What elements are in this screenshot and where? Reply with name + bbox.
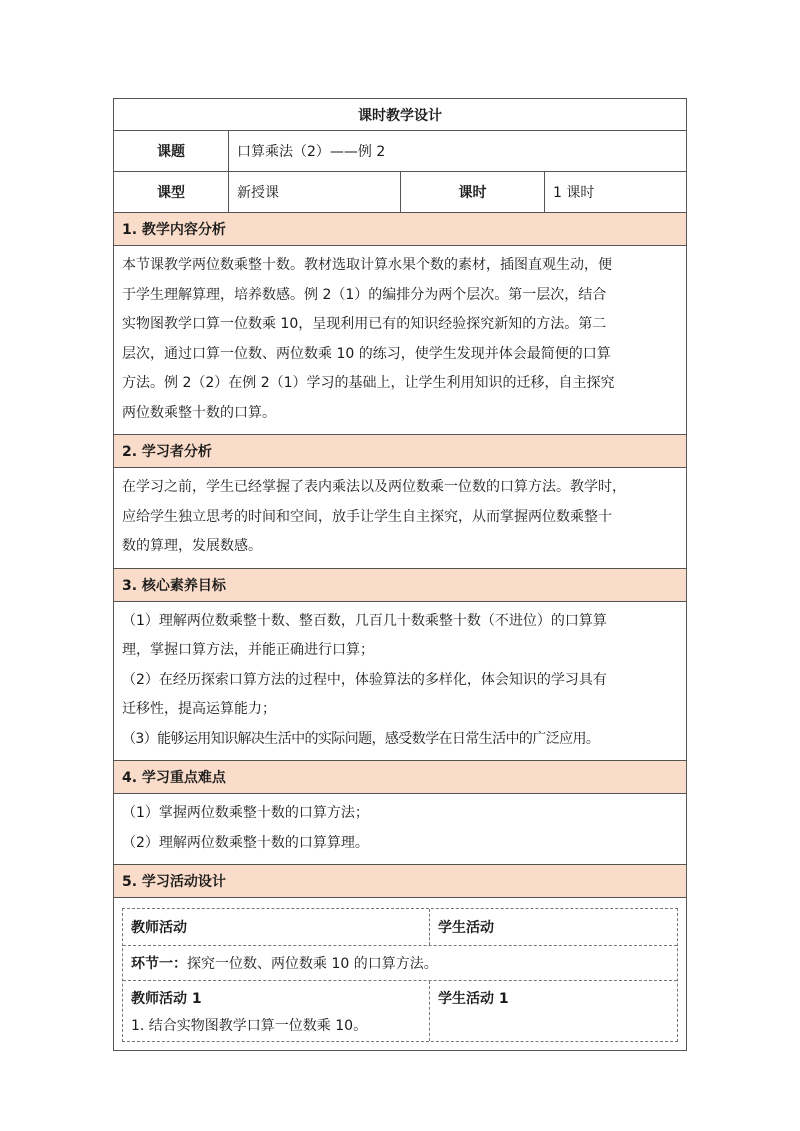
body-line: 数的算理，发展数感。 bbox=[122, 538, 262, 554]
stage-row bbox=[123, 946, 677, 981]
body-line: （2）理解两位数乘整十数的口算算理。 bbox=[122, 834, 369, 851]
topic-value: 口算乘法（2）——例 2 bbox=[228, 131, 686, 171]
activity-design-body bbox=[114, 898, 686, 1050]
body-line: （1）理解两位数乘整十数、整百数，几百几十数乘整十数（不进位）的口算算 bbox=[122, 612, 607, 629]
section-title-activity-design: 5. 学习活动设计 bbox=[114, 865, 686, 898]
student-activity-1-title: 学生活动 1 bbox=[429, 981, 677, 1041]
lesson-plan-table bbox=[113, 98, 687, 1051]
body-line: 理，掌握口算方法，并能正确进行口算； bbox=[122, 642, 374, 658]
body-line: 两位数乘整十数的口算。 bbox=[122, 404, 276, 421]
activity-1-row bbox=[123, 981, 677, 1041]
body-line: 实物图教学口算一位数乘 10，呈现利用已有的知识经验探究新知的方法。第二 bbox=[122, 316, 607, 332]
topic-label: 课题 bbox=[157, 144, 185, 160]
section-body-learner-analysis bbox=[114, 468, 686, 569]
body-line: （3）能够运用知识解决生活中的实际问题，感受数学在日常生活中的广泛应用。 bbox=[122, 730, 600, 747]
section-title-core-goals: 3. 核心素养目标 bbox=[114, 569, 686, 602]
body-line: 于学生理解算理，培养数感。例 2（1）的编排分为两个层次。第一层次，结合 bbox=[122, 286, 607, 303]
body-line: （2）在经历探索口算方法的过程中，体验算法的多样化，体会知识的学习具有 bbox=[122, 671, 607, 688]
teacher-activity-1 bbox=[123, 981, 429, 1041]
type-label: 课型 bbox=[157, 185, 185, 201]
section-body-content-analysis bbox=[114, 246, 686, 435]
teacher-activity-1-title: 教师活动 1 bbox=[131, 991, 202, 1007]
body-line: 层次，通过口算一位数、两位数乘 10 的练习，使学生发现并体会最简便的口算 bbox=[122, 345, 611, 362]
section-body-core-goals bbox=[114, 602, 686, 762]
stage-text bbox=[123, 953, 677, 973]
type-row bbox=[114, 172, 686, 213]
body-line: 应给学生独立思考的时间和空间，放手让学生自主探究，从而掌握两位数乘整十 bbox=[122, 508, 612, 525]
teacher-activity-header: 教师活动 bbox=[131, 920, 187, 936]
activity-header-row bbox=[123, 909, 677, 946]
stage-label: 环节一： bbox=[131, 956, 187, 972]
body-line: 在学习之前，学生已经掌握了表内乘法以及两位数乘一位数的口算方法。教学时， bbox=[122, 479, 626, 495]
body-line: 本节课教学两位数乘整十数。教材选取计算水果个数的素材，插图直观生动，便 bbox=[122, 257, 612, 273]
teacher-activity-1-item: 1. 结合实物图教学口算一位数乘 10。 bbox=[131, 1018, 368, 1034]
section-body-key-points bbox=[114, 794, 686, 865]
body-line: （1）掌握两位数乘整十数的口算方法； bbox=[122, 805, 369, 821]
section-title-learner-analysis: 2. 学习者分析 bbox=[114, 435, 686, 468]
topic-row bbox=[114, 131, 686, 172]
period-label: 课时 bbox=[400, 172, 544, 212]
body-line: 方法。例 2（2）在例 2（1）学习的基础上，让学生利用知识的迁移，自主探究 bbox=[122, 375, 615, 391]
body-line: 迁移性，提高运算能力； bbox=[122, 701, 276, 717]
section-title-content-analysis: 1. 教学内容分析 bbox=[114, 213, 686, 246]
doc-title: 课时教学设计 bbox=[114, 99, 686, 131]
activity-table bbox=[122, 908, 678, 1042]
stage-description: 探究一位数、两位数乘 10 的口算方法。 bbox=[187, 956, 438, 972]
student-activity-header: 学生活动 bbox=[429, 909, 677, 945]
period-value: 1 课时 bbox=[544, 172, 686, 212]
section-title-key-points: 4. 学习重点难点 bbox=[114, 761, 686, 794]
type-value: 新授课 bbox=[228, 172, 400, 212]
